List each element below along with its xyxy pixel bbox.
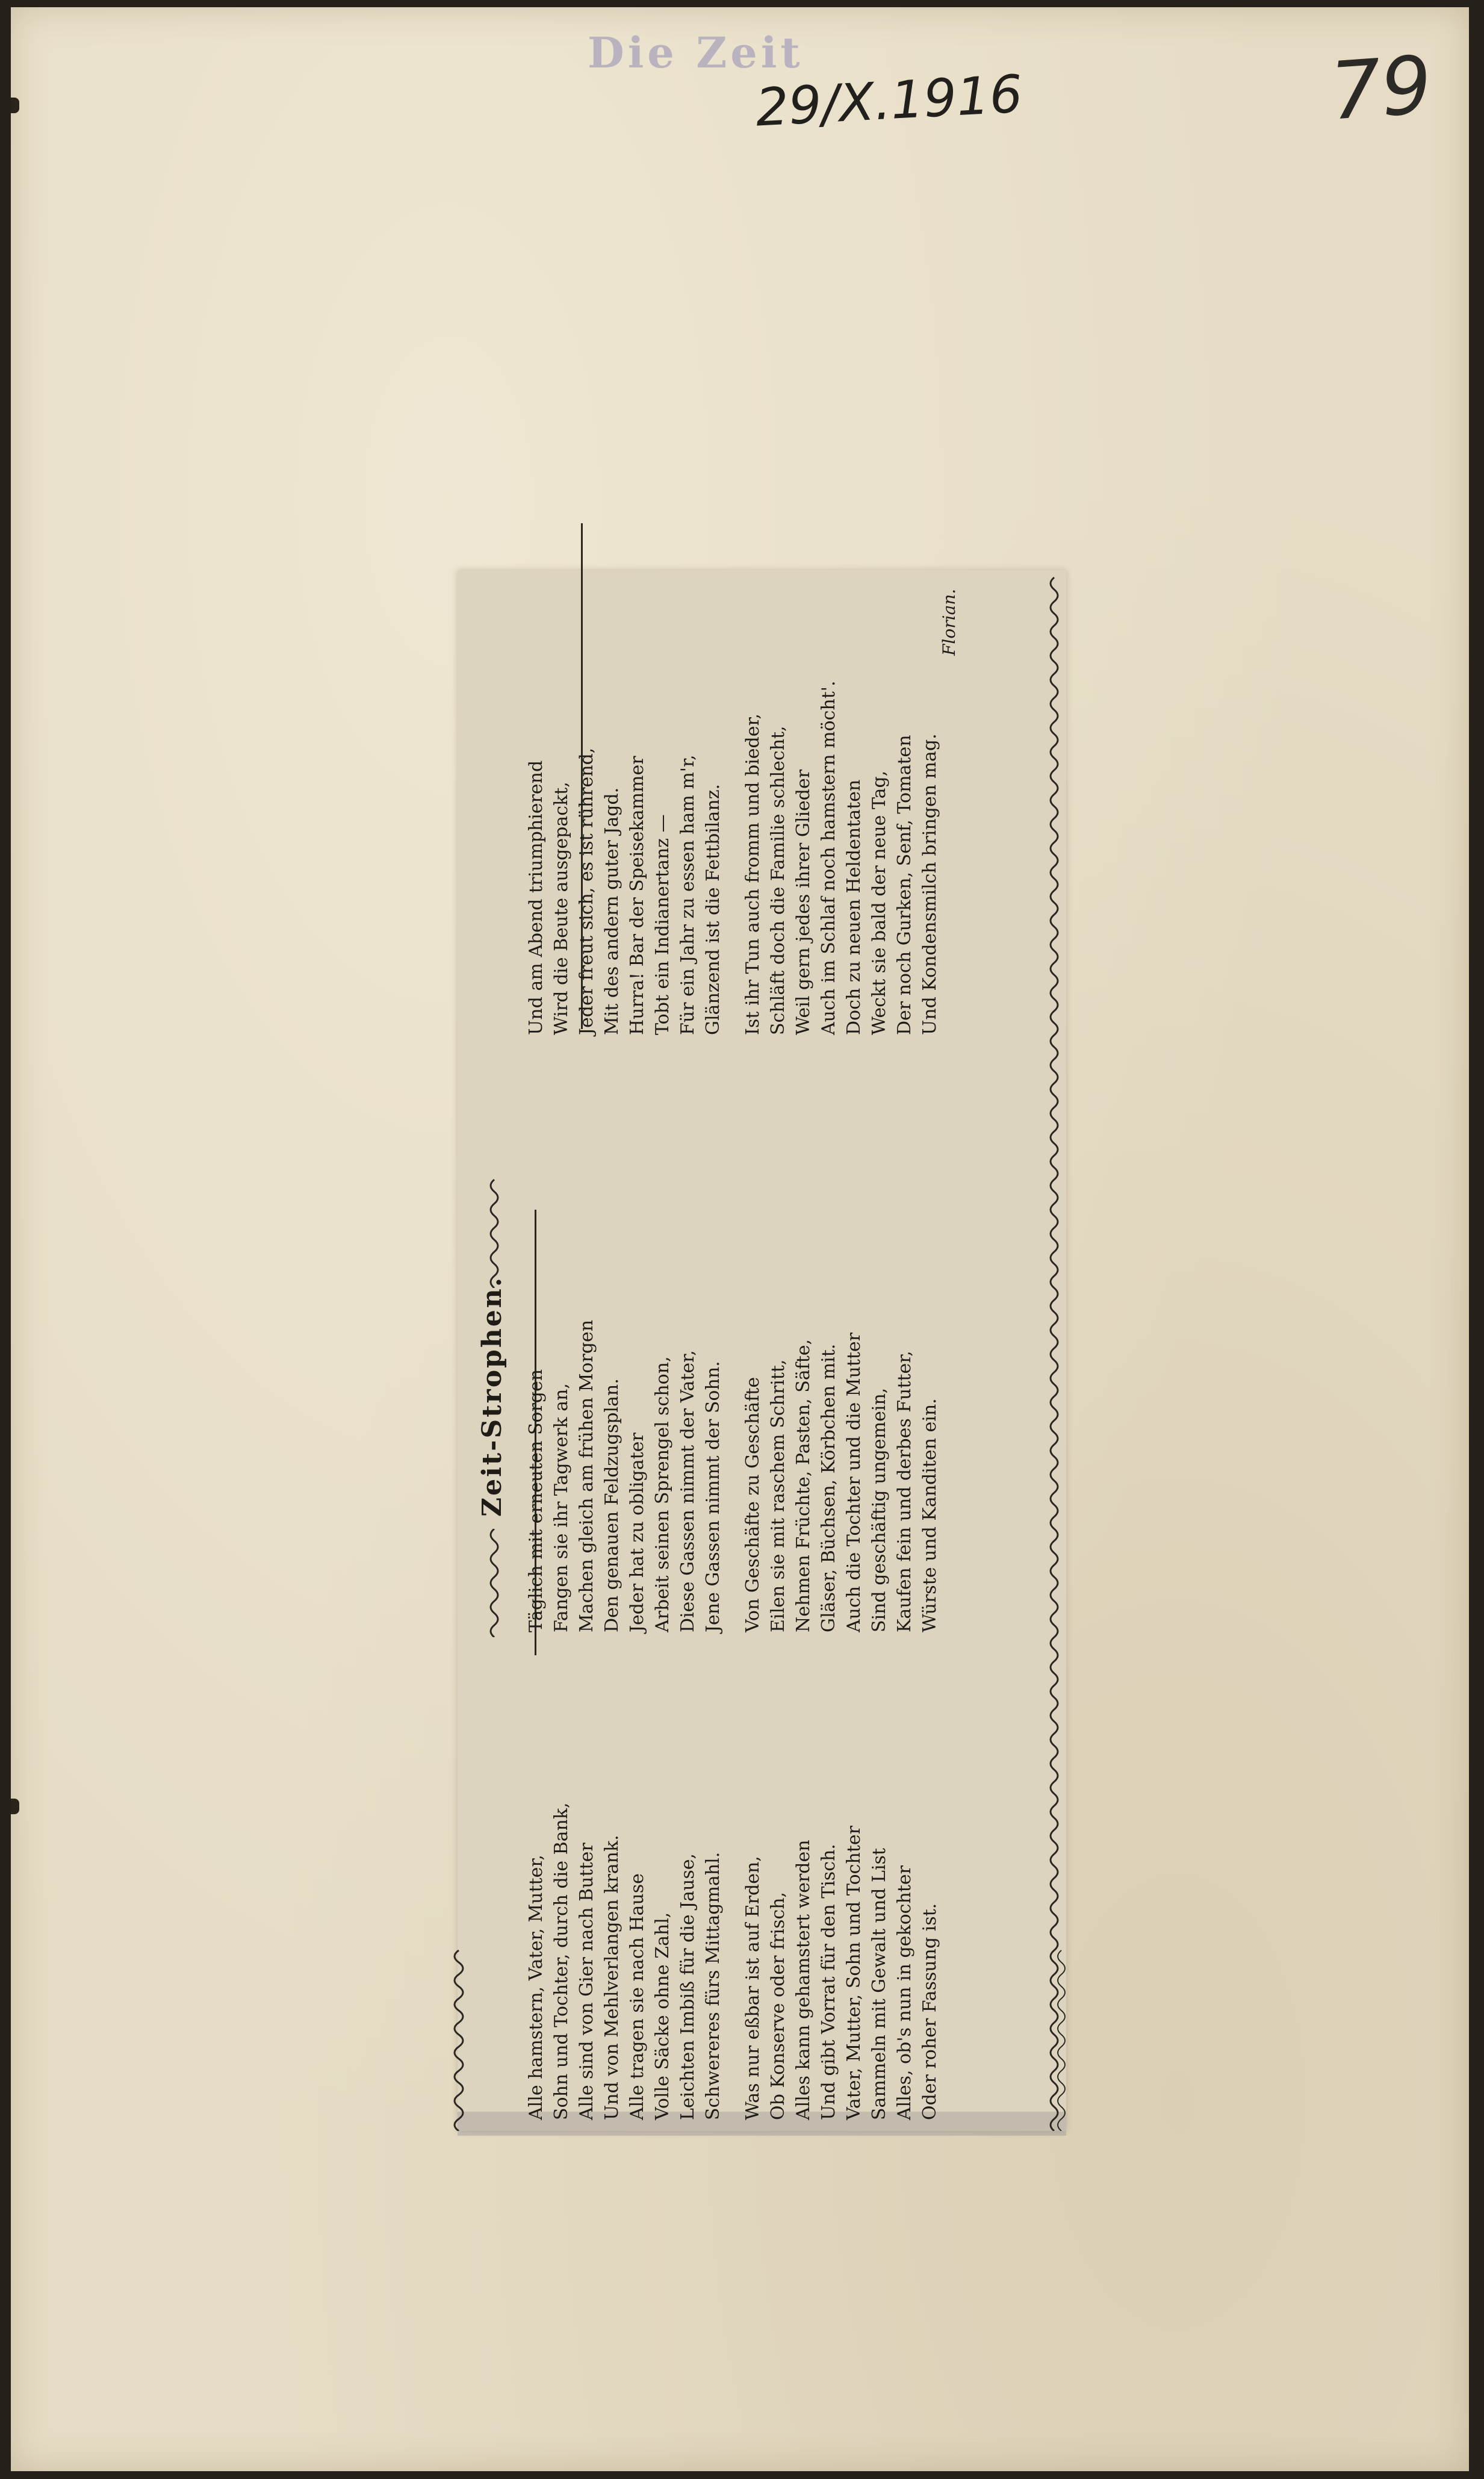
title-ornament-right xyxy=(485,1071,503,1288)
poem-line: Sind geschäftig ungemein, xyxy=(869,1387,890,1632)
poem-line: Jeder hat zu obligater xyxy=(627,1432,648,1632)
poem-line: Jeder freut sich, es ist rührend, xyxy=(576,747,597,1035)
poem-line: Jene Gassen nimmt der Sohn. xyxy=(703,1361,724,1632)
binding-hole-mark xyxy=(11,1799,19,1814)
poem-line: Schläft doch die Familie schlecht, xyxy=(768,726,789,1035)
poem-line: Alle tragen sie nach Hause xyxy=(627,1873,648,2120)
poem-line: Ob Konserve oder frisch, xyxy=(768,1891,789,2120)
wavy-border-top xyxy=(448,570,470,2131)
poem-line: Kaufen fein und derbes Futter, xyxy=(894,1351,915,1632)
title-ornament-left xyxy=(485,1529,503,1637)
binding-hole-mark xyxy=(11,98,19,113)
title-area xyxy=(477,1071,513,1649)
poem-line: Für ein Jahr zu essen ham m'r, xyxy=(677,754,698,1035)
poem-line: Ist ihr Tun auch fromm und bieder, xyxy=(742,713,763,1035)
poem-line: Leichten Imbiß für die Jause, xyxy=(677,1853,698,2120)
poem-line: Und am Abend triumphierend xyxy=(526,760,547,1035)
poem-line: Vater, Mutter, Sohn und Tochter xyxy=(843,1826,865,2120)
poem-line: Diese Gassen nimmt der Vater, xyxy=(677,1350,698,1632)
poem-line: Und Kondensmilch bringen mag. xyxy=(919,733,940,1035)
poem-line: Auch im Schlaf noch hamstern möcht'. xyxy=(818,680,839,1035)
poem-title: Zeit-Strophen. xyxy=(477,1275,508,1517)
poem-column-1 xyxy=(524,1802,943,2120)
poem-line: Sohn und Tochter, durch die Bank, xyxy=(551,1802,572,2120)
poem-line: Arbeit seinen Sprengel schon, xyxy=(652,1356,673,1632)
newspaper-clipping xyxy=(458,570,1066,2131)
poem-line: Und gibt Vorrat für den Tisch. xyxy=(818,1844,839,2120)
poem-line: Volle Säcke ohne Zahl, xyxy=(652,1912,673,2120)
poem-line: Oder roher Fassung ist. xyxy=(919,1903,940,2120)
poem-line: Fangen sie ihr Tagwerk an, xyxy=(551,1383,572,1632)
poem-line: Doch zu neuen Heldentaten xyxy=(843,779,865,1035)
author-signature: Florian. xyxy=(939,588,959,656)
poem-line: Der noch Gurken, Senf, Tomaten xyxy=(894,735,915,1035)
poem-line: Täglich mit erneuten Sorgen xyxy=(526,1369,547,1632)
poem-line: Was nur eßbar ist auf Erden, xyxy=(742,1856,763,2120)
poem-line: Alle sind von Gier nach Butter xyxy=(576,1843,597,2120)
poem-line: Mit des andern guter Jagd. xyxy=(601,787,622,1035)
handwritten-date: 29/X.1916 xyxy=(754,64,1024,138)
poem-line: Gläser, Büchsen, Körbchen mit. xyxy=(818,1343,839,1632)
folio-number: 79 xyxy=(1327,39,1435,138)
poem-line: Alles kann gehamstert werden xyxy=(793,1840,814,2120)
poem-line: Würste und Kanditen ein. xyxy=(919,1398,940,1632)
poem-line: Von Geschäfte zu Geschäfte xyxy=(742,1376,763,1632)
poem-column-2 xyxy=(524,1320,943,1632)
poem-line: Und von Mehlverlangen krank. xyxy=(601,1835,622,2120)
poem-line: Alle hamstern, Vater, Mutter, xyxy=(526,1855,547,2120)
poem-line: Schwereres fürs Mittagmahl. xyxy=(703,1852,724,2120)
poem-line: Hurra! Bar der Speisekammer xyxy=(627,756,648,1035)
poem-line: Alles, ob's nun in gekochter xyxy=(894,1865,915,2120)
poem-line: Weil gern jedes ihrer Glieder xyxy=(793,769,814,1035)
poem-line: Wird die Beute ausgepackt, xyxy=(551,782,572,1035)
poem-column-3 xyxy=(524,680,943,1035)
poem-line: Den genauen Feldzugsplan. xyxy=(601,1378,622,1632)
poem-line: Machen gleich am frühen Morgen xyxy=(576,1319,597,1632)
poem-line: Tobt ein Indianertanz — xyxy=(652,814,673,1035)
newspaper-stamp: Die Zeit xyxy=(588,28,804,78)
poem-line: Weckt sie bald der neue Tag, xyxy=(869,770,890,1035)
poem-line: Glänzend ist die Fettbilanz. xyxy=(703,783,724,1035)
wavy-border-bottom xyxy=(1047,570,1069,2131)
poem-line: Nehmen Früchte, Pasten, Säfte, xyxy=(793,1339,814,1632)
poem-line: Auch die Tochter und die Mutter xyxy=(843,1332,865,1632)
poem-line: Eilen sie mit raschem Schritt, xyxy=(768,1359,789,1632)
poem-line: Sammeln mit Gewalt und List xyxy=(869,1848,890,2120)
